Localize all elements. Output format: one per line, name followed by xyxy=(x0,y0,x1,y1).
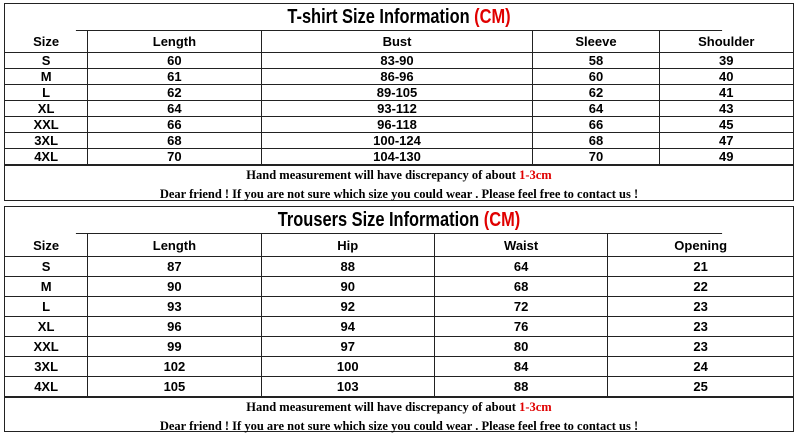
tshirt-notes xyxy=(5,165,793,204)
tshirt-header-row xyxy=(5,31,793,53)
table-cell: 84 xyxy=(434,357,607,377)
trousers-notes xyxy=(5,397,793,436)
trousers-size-chart xyxy=(4,206,794,432)
table-cell: 87 xyxy=(88,257,261,277)
table-cell: 43 xyxy=(659,101,793,117)
table-cell: M xyxy=(5,277,88,297)
table-cell: 23 xyxy=(608,297,793,317)
table-cell: XXL xyxy=(5,117,88,133)
table-cell: 45 xyxy=(659,117,793,133)
tshirt-size-table xyxy=(5,31,793,165)
contact-note: Dear friend ! If you are not sure which size you could wear . Please feel free to contact us ! xyxy=(159,187,639,201)
table-cell: 99 xyxy=(88,337,261,357)
column-header: Opening xyxy=(608,234,793,257)
table-cell: 104-130 xyxy=(261,149,533,165)
measurement-note-text: Hand measurement will have discrepancy of about xyxy=(246,168,520,182)
table-cell: 70 xyxy=(533,149,659,165)
table-cell: 64 xyxy=(533,101,659,117)
column-header: Hip xyxy=(261,234,434,257)
table-cell: 105 xyxy=(88,377,261,397)
measurement-note-text: Hand measurement will have discrepancy of about xyxy=(246,400,520,414)
discrepancy-value: 1-3cm xyxy=(519,168,552,182)
table-cell: 24 xyxy=(608,357,793,377)
table-cell: 47 xyxy=(659,133,793,149)
table-row xyxy=(5,297,793,317)
tshirt-title-unit: CM xyxy=(479,6,506,28)
trousers-header-row xyxy=(5,234,793,257)
table-cell: 68 xyxy=(434,277,607,297)
table-cell: 62 xyxy=(88,85,261,101)
table-row xyxy=(5,101,793,117)
table-cell: 93 xyxy=(88,297,261,317)
column-header: Size xyxy=(5,234,88,257)
table-cell: 3XL xyxy=(5,133,88,149)
table-cell: 66 xyxy=(88,117,261,133)
table-cell: 58 xyxy=(533,53,659,69)
table-row xyxy=(5,277,793,297)
table-cell: 88 xyxy=(434,377,607,397)
table-row xyxy=(5,69,793,85)
table-cell: 96 xyxy=(88,317,261,337)
table-cell: 60 xyxy=(88,53,261,69)
table-cell: 22 xyxy=(608,277,793,297)
trousers-title-open-paren: ( xyxy=(483,209,490,231)
tshirt-size-chart xyxy=(4,3,794,201)
table-cell: 100-124 xyxy=(261,133,533,149)
measurement-note xyxy=(5,166,793,185)
table-cell: 102 xyxy=(88,357,261,377)
table-cell: XL xyxy=(5,101,88,117)
table-row xyxy=(5,317,793,337)
contact-note: Dear friend ! If you are not sure which size you could wear . Please feel free to contact us ! xyxy=(159,419,639,433)
table-cell: 21 xyxy=(608,257,793,277)
table-row xyxy=(5,377,793,397)
table-cell: 68 xyxy=(533,133,659,149)
table-cell: 86-96 xyxy=(261,69,533,85)
tshirt-title xyxy=(76,4,722,31)
table-cell: 100 xyxy=(261,357,434,377)
column-header: Sleeve xyxy=(533,31,659,53)
table-cell: M xyxy=(5,69,88,85)
table-row xyxy=(5,149,793,165)
table-cell: 68 xyxy=(88,133,261,149)
table-cell: 3XL xyxy=(5,357,88,377)
table-cell: 61 xyxy=(88,69,261,85)
table-cell: 39 xyxy=(659,53,793,69)
measurement-note xyxy=(5,398,793,417)
table-cell: 64 xyxy=(434,257,607,277)
trousers-title-close-paren: ) xyxy=(514,209,521,231)
column-header: Shoulder xyxy=(659,31,793,53)
table-cell: XXL xyxy=(5,337,88,357)
table-cell: 4XL xyxy=(5,149,88,165)
table-cell: 72 xyxy=(434,297,607,317)
table-cell: 60 xyxy=(533,69,659,85)
table-cell: L xyxy=(5,297,88,317)
table-cell: 89-105 xyxy=(261,85,533,101)
table-cell: 66 xyxy=(533,117,659,133)
discrepancy-value: 1-3cm xyxy=(519,400,552,414)
table-cell: S xyxy=(5,257,88,277)
table-cell: 90 xyxy=(261,277,434,297)
trousers-size-table xyxy=(5,234,793,397)
table-cell: 83-90 xyxy=(261,53,533,69)
table-cell: L xyxy=(5,85,88,101)
table-cell: 4XL xyxy=(5,377,88,397)
table-cell: XL xyxy=(5,317,88,337)
table-cell: 41 xyxy=(659,85,793,101)
table-cell: 92 xyxy=(261,297,434,317)
table-row xyxy=(5,257,793,277)
table-cell: 23 xyxy=(608,317,793,337)
table-cell: 76 xyxy=(434,317,607,337)
column-header: Waist xyxy=(434,234,607,257)
table-cell: 88 xyxy=(261,257,434,277)
table-row xyxy=(5,337,793,357)
table-row xyxy=(5,117,793,133)
table-cell: 70 xyxy=(88,149,261,165)
table-row xyxy=(5,53,793,69)
trousers-title-text: Trousers Size Information xyxy=(277,209,480,231)
column-header: Bust xyxy=(261,31,533,53)
table-cell: 96-118 xyxy=(261,117,533,133)
table-cell: 94 xyxy=(261,317,434,337)
table-cell: 49 xyxy=(659,149,793,165)
table-row xyxy=(5,85,793,101)
table-row xyxy=(5,133,793,149)
table-cell: 23 xyxy=(608,337,793,357)
table-cell: 40 xyxy=(659,69,793,85)
column-header: Length xyxy=(88,31,261,53)
column-header: Length xyxy=(88,234,261,257)
table-cell: 93-112 xyxy=(261,101,533,117)
column-header: Size xyxy=(5,31,88,53)
table-cell: S xyxy=(5,53,88,69)
table-cell: 103 xyxy=(261,377,434,397)
table-cell: 97 xyxy=(261,337,434,357)
tshirt-title-text: T-shirt Size Information xyxy=(287,6,470,28)
table-cell: 64 xyxy=(88,101,261,117)
table-cell: 62 xyxy=(533,85,659,101)
table-cell: 80 xyxy=(434,337,607,357)
table-cell: 90 xyxy=(88,277,261,297)
trousers-title-unit: CM xyxy=(489,209,515,231)
table-cell: 25 xyxy=(608,377,793,397)
table-row xyxy=(5,357,793,377)
trousers-title xyxy=(76,207,722,234)
tshirt-title-close-paren: ) xyxy=(505,6,511,28)
tshirt-title-open-paren: ( xyxy=(474,6,480,28)
